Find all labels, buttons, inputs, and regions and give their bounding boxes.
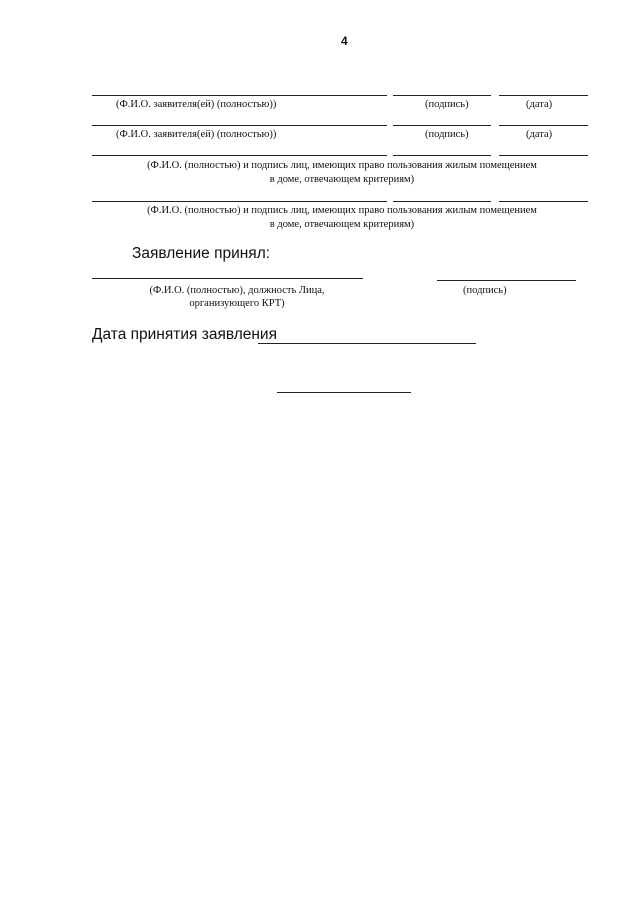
accepted-signature-caption: (подпись) — [463, 285, 507, 296]
page-number: 4 — [341, 34, 348, 48]
resident-caption-line2: в доме, отвечающем критериям) — [269, 174, 415, 185]
resident-caption-line1: (Ф.И.О. (полностью) и подпись лиц, имеющих право пользования жилым помещением — [147, 160, 537, 171]
date-line — [499, 95, 588, 96]
signature-caption: (подпись) — [425, 99, 469, 110]
date-caption: (дата) — [526, 99, 553, 110]
accepted-name-line — [92, 278, 363, 279]
resident-caption-line2: в доме, отвечающем критериям) — [269, 219, 415, 230]
acceptance-date-line — [258, 343, 476, 344]
acceptance-date-label: Дата принятия заявления — [92, 326, 277, 343]
signature-line — [393, 95, 491, 96]
date-line — [499, 201, 588, 202]
date-caption: (дата) — [526, 129, 553, 140]
accepted-name-caption-line2: организующего КРТ) — [189, 298, 285, 309]
name-line — [92, 125, 387, 126]
accepted-name-caption-line1: (Ф.И.О. (полностью), должность Лица, — [149, 285, 325, 296]
signature-line — [393, 201, 491, 202]
end-separator — [277, 392, 411, 393]
signature-line — [393, 125, 491, 126]
date-line — [499, 125, 588, 126]
accepted-signature-line — [437, 280, 576, 281]
date-line — [499, 155, 588, 156]
accepted-heading: Заявление принял: — [132, 245, 271, 262]
name-line — [92, 155, 387, 156]
name-caption: (Ф.И.О. заявителя(ей) (полностью)) — [116, 99, 277, 110]
resident-caption-line1: (Ф.И.О. (полностью) и подпись лиц, имеющих право пользования жилым помещением — [147, 205, 537, 216]
signature-caption: (подпись) — [425, 129, 469, 140]
signature-line — [393, 155, 491, 156]
name-caption: (Ф.И.О. заявителя(ей) (полностью)) — [116, 129, 277, 140]
name-line — [92, 201, 387, 202]
name-line — [92, 95, 387, 96]
